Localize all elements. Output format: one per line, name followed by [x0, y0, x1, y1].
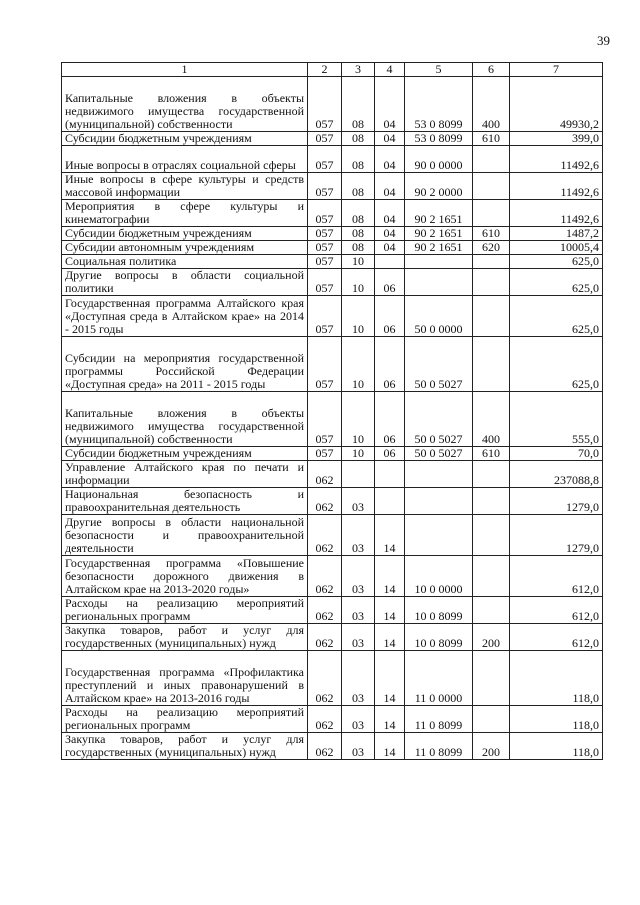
table-row — [62, 132, 603, 146]
cell-rz: 03 — [342, 488, 375, 515]
cell-csr: 50 0 5027 — [405, 447, 473, 461]
cell-vr: 400 — [473, 77, 510, 132]
cell-rz: 08 — [342, 77, 375, 132]
cell-sum: 612,0 — [510, 597, 603, 624]
cell-rz: 10 — [342, 392, 375, 447]
cell-rz: 03 — [342, 706, 375, 733]
cell-gr: 062 — [308, 597, 342, 624]
cell-sum: 1487,2 — [510, 227, 603, 241]
cell-sum: 237088,8 — [510, 461, 603, 488]
row-name: Социальная политика — [62, 255, 308, 269]
page-number: 39 — [597, 33, 610, 48]
cell-sum: 625,0 — [510, 255, 603, 269]
cell-pr: 14 — [375, 624, 405, 651]
cell-sum: 612,0 — [510, 624, 603, 651]
cell-pr: 14 — [375, 597, 405, 624]
row-name: Субсидии на мероприятия государственной программы Российской Федерации «Доступная среда» на 2011 - 2015 годы — [62, 337, 308, 392]
cell-rz: 08 — [342, 146, 375, 173]
table-row — [62, 173, 603, 200]
cell-sum: 1279,0 — [510, 515, 603, 556]
row-name: Закупка товаров, работ и услуг для государственных (муниципальных) нужд — [62, 624, 308, 651]
cell-csr: 90 2 0000 — [405, 173, 473, 200]
table-row — [62, 269, 603, 296]
cell-vr — [473, 173, 510, 200]
cell-sum: 118,0 — [510, 733, 603, 760]
row-name: Государственная программа «Повышение безопасности дорожного движения в Алтайском крае на 2013-2020 годы» — [62, 556, 308, 597]
cell-gr: 062 — [308, 651, 342, 706]
header-cell: 2 — [308, 63, 342, 77]
cell-gr: 057 — [308, 173, 342, 200]
cell-gr: 057 — [308, 269, 342, 296]
cell-pr: 04 — [375, 200, 405, 227]
cell-pr: 14 — [375, 706, 405, 733]
cell-vr — [473, 461, 510, 488]
cell-pr: 04 — [375, 146, 405, 173]
cell-gr: 062 — [308, 624, 342, 651]
cell-gr: 057 — [308, 447, 342, 461]
cell-pr: 04 — [375, 173, 405, 200]
cell-vr — [473, 255, 510, 269]
header-cell: 3 — [342, 63, 375, 77]
table-row — [62, 241, 603, 255]
header-row — [62, 63, 603, 77]
header-cell: 7 — [510, 63, 603, 77]
cell-sum: 11492,6 — [510, 146, 603, 173]
cell-gr: 057 — [308, 337, 342, 392]
cell-vr — [473, 706, 510, 733]
row-name: Другие вопросы в области социальной политики — [62, 269, 308, 296]
cell-sum: 625,0 — [510, 337, 603, 392]
cell-rz: 08 — [342, 173, 375, 200]
cell-pr: 04 — [375, 77, 405, 132]
cell-gr: 062 — [308, 556, 342, 597]
cell-pr: 14 — [375, 733, 405, 760]
cell-csr: 90 2 1651 — [405, 241, 473, 255]
cell-csr: 11 0 0000 — [405, 651, 473, 706]
cell-vr — [473, 146, 510, 173]
cell-csr — [405, 255, 473, 269]
cell-pr: 06 — [375, 337, 405, 392]
table-row — [62, 706, 603, 733]
cell-vr: 610 — [473, 132, 510, 146]
row-name: Капитальные вложения в объекты недвижимого имущества государственной (муниципальной) собственности — [62, 392, 308, 447]
row-name: Субсидии бюджетным учреждениям — [62, 227, 308, 241]
cell-csr: 10 0 8099 — [405, 597, 473, 624]
cell-sum: 399,0 — [510, 132, 603, 146]
cell-gr: 057 — [308, 296, 342, 337]
cell-pr — [375, 461, 405, 488]
row-name: Иные вопросы в сфере культуры и средств массовой информации — [62, 173, 308, 200]
row-name: Национальная безопасность и правоохранительная деятельность — [62, 488, 308, 515]
cell-rz: 03 — [342, 651, 375, 706]
table-row — [62, 227, 603, 241]
cell-rz: 03 — [342, 624, 375, 651]
header-cell: 5 — [405, 63, 473, 77]
cell-csr: 50 0 5027 — [405, 392, 473, 447]
cell-vr: 200 — [473, 733, 510, 760]
cell-gr: 057 — [308, 200, 342, 227]
cell-pr — [375, 488, 405, 515]
cell-rz: 08 — [342, 241, 375, 255]
cell-gr: 062 — [308, 733, 342, 760]
cell-rz: 10 — [342, 447, 375, 461]
table-row — [62, 733, 603, 760]
table-row — [62, 556, 603, 597]
row-name: Государственная программа «Профилактика преступлений и иных правонарушений в Алтайском крае» на 2013-2016 годы — [62, 651, 308, 706]
cell-pr: 06 — [375, 447, 405, 461]
cell-csr — [405, 269, 473, 296]
cell-gr: 057 — [308, 392, 342, 447]
cell-vr — [473, 269, 510, 296]
row-name: Мероприятия в сфере культуры и кинематографии — [62, 200, 308, 227]
row-name: Иные вопросы в отраслях социальной сферы — [62, 146, 308, 173]
row-name: Субсидии бюджетным учреждениям — [62, 132, 308, 146]
cell-vr — [473, 597, 510, 624]
cell-gr: 062 — [308, 706, 342, 733]
table-row — [62, 461, 603, 488]
cell-vr: 610 — [473, 447, 510, 461]
table-row — [62, 77, 603, 132]
row-name: Расходы на реализацию мероприятий региональных программ — [62, 706, 308, 733]
table-row — [62, 447, 603, 461]
cell-pr: 04 — [375, 227, 405, 241]
cell-sum: 625,0 — [510, 269, 603, 296]
cell-gr: 057 — [308, 255, 342, 269]
cell-csr: 10 0 8099 — [405, 624, 473, 651]
cell-rz: 10 — [342, 269, 375, 296]
row-name: Расходы на реализацию мероприятий региональных программ — [62, 597, 308, 624]
cell-rz: 10 — [342, 255, 375, 269]
table-row — [62, 255, 603, 269]
cell-vr: 620 — [473, 241, 510, 255]
cell-vr — [473, 200, 510, 227]
header-cell: 1 — [62, 63, 308, 77]
cell-pr: 14 — [375, 515, 405, 556]
cell-gr: 057 — [308, 77, 342, 132]
row-name: Капитальные вложения в объекты недвижимого имущества государственной (муниципальной) собственности — [62, 77, 308, 132]
cell-csr — [405, 515, 473, 556]
cell-rz: 10 — [342, 337, 375, 392]
cell-csr: 90 2 1651 — [405, 227, 473, 241]
cell-rz: 08 — [342, 200, 375, 227]
table-row — [62, 200, 603, 227]
cell-pr: 06 — [375, 269, 405, 296]
cell-vr — [473, 651, 510, 706]
cell-rz: 03 — [342, 556, 375, 597]
table-row — [62, 488, 603, 515]
cell-sum: 118,0 — [510, 651, 603, 706]
cell-rz: 03 — [342, 733, 375, 760]
row-name: Государственная программа Алтайского края «Доступная среда в Алтайском крае» на 2014 - 2015 годы — [62, 296, 308, 337]
cell-vr: 610 — [473, 227, 510, 241]
table-row — [62, 651, 603, 706]
cell-sum: 612,0 — [510, 556, 603, 597]
cell-rz: 08 — [342, 132, 375, 146]
table-body — [62, 77, 603, 760]
cell-pr: 04 — [375, 241, 405, 255]
cell-csr: 90 2 1651 — [405, 200, 473, 227]
row-name: Управление Алтайского края по печати и информации — [62, 461, 308, 488]
cell-csr — [405, 488, 473, 515]
table-row — [62, 597, 603, 624]
table-row — [62, 146, 603, 173]
cell-csr: 53 0 8099 — [405, 77, 473, 132]
cell-sum: 1279,0 — [510, 488, 603, 515]
cell-sum: 118,0 — [510, 706, 603, 733]
cell-gr: 062 — [308, 515, 342, 556]
cell-csr: 11 0 8099 — [405, 733, 473, 760]
cell-sum: 10005,4 — [510, 241, 603, 255]
cell-csr: 53 0 8099 — [405, 132, 473, 146]
cell-csr: 10 0 0000 — [405, 556, 473, 597]
header-cell: 6 — [473, 63, 510, 77]
cell-pr: 14 — [375, 556, 405, 597]
cell-gr: 057 — [308, 227, 342, 241]
cell-rz: 03 — [342, 597, 375, 624]
row-name: Другие вопросы в области национальной безопасности и правоохранительной деятельности — [62, 515, 308, 556]
cell-sum: 625,0 — [510, 296, 603, 337]
cell-rz — [342, 461, 375, 488]
header-cell: 4 — [375, 63, 405, 77]
cell-vr — [473, 515, 510, 556]
cell-vr — [473, 296, 510, 337]
cell-csr: 11 0 8099 — [405, 706, 473, 733]
cell-pr: 14 — [375, 651, 405, 706]
cell-gr: 062 — [308, 488, 342, 515]
cell-rz: 10 — [342, 296, 375, 337]
cell-sum: 49930,2 — [510, 77, 603, 132]
cell-vr: 400 — [473, 392, 510, 447]
cell-gr: 057 — [308, 146, 342, 173]
table-row — [62, 392, 603, 447]
cell-gr: 062 — [308, 461, 342, 488]
cell-vr — [473, 556, 510, 597]
table-row — [62, 624, 603, 651]
cell-pr — [375, 255, 405, 269]
cell-gr: 057 — [308, 241, 342, 255]
table-row — [62, 515, 603, 556]
cell-rz: 03 — [342, 515, 375, 556]
cell-vr: 200 — [473, 624, 510, 651]
table-row — [62, 296, 603, 337]
cell-csr: 50 0 5027 — [405, 337, 473, 392]
row-name: Закупка товаров, работ и услуг для государственных (муниципальных) нужд — [62, 733, 308, 760]
budget-table — [61, 62, 603, 760]
cell-sum: 555,0 — [510, 392, 603, 447]
cell-pr: 06 — [375, 296, 405, 337]
row-name: Субсидии автономным учреждениям — [62, 241, 308, 255]
cell-rz: 08 — [342, 227, 375, 241]
row-name: Субсидии бюджетным учреждениям — [62, 447, 308, 461]
cell-pr: 06 — [375, 392, 405, 447]
table-row — [62, 337, 603, 392]
cell-sum: 11492,6 — [510, 200, 603, 227]
cell-csr: 50 0 0000 — [405, 296, 473, 337]
cell-gr: 057 — [308, 132, 342, 146]
cell-vr — [473, 337, 510, 392]
cell-vr — [473, 488, 510, 515]
cell-sum: 11492,6 — [510, 173, 603, 200]
cell-pr: 04 — [375, 132, 405, 146]
cell-sum: 70,0 — [510, 447, 603, 461]
cell-csr — [405, 461, 473, 488]
cell-csr: 90 0 0000 — [405, 146, 473, 173]
